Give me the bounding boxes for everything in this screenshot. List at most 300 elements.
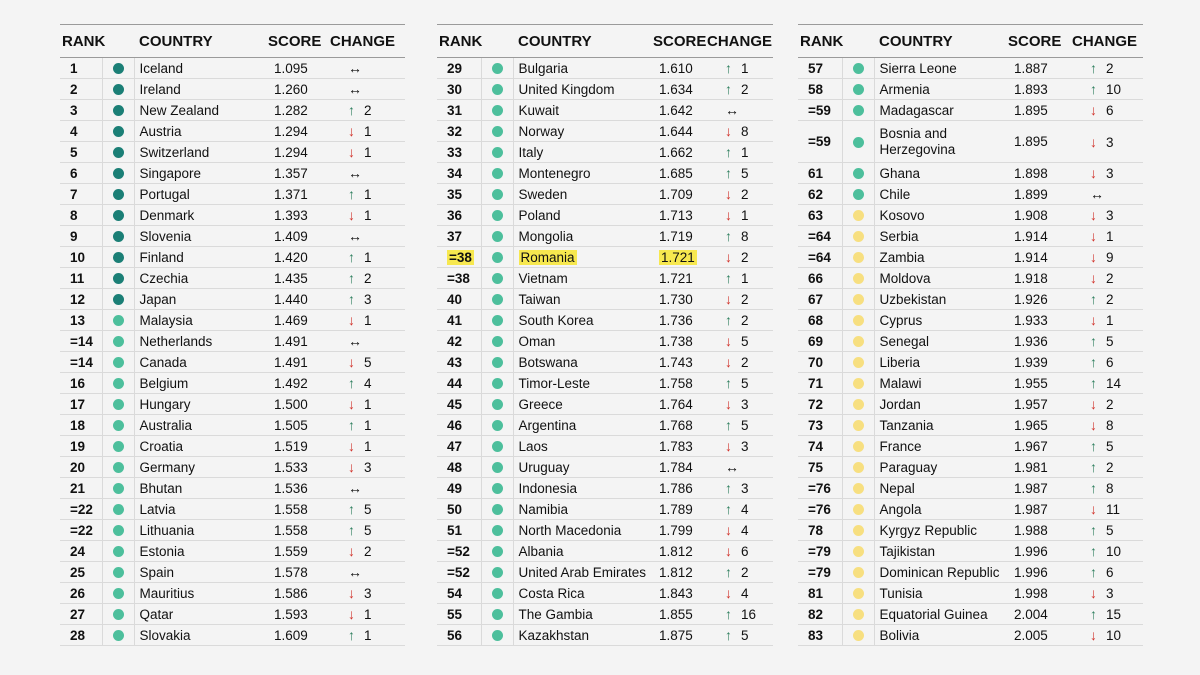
rank-cell — [798, 58, 842, 79]
country-cell — [874, 247, 1008, 268]
change-value: 3 — [364, 292, 372, 307]
country-name: New Zealand — [139, 102, 220, 118]
arrow-up-icon: ↑ — [348, 627, 355, 643]
country-cell — [134, 499, 268, 520]
country-name: Bolivia — [879, 627, 920, 643]
change-cell — [330, 625, 405, 646]
rank-cell — [798, 499, 842, 520]
country-cell — [874, 79, 1008, 100]
dot-cell — [842, 121, 874, 163]
country-cell — [874, 163, 1008, 184]
table-row — [437, 373, 773, 394]
score-value: 1.996 — [1014, 543, 1048, 559]
table-row — [437, 184, 773, 205]
dot-cell — [842, 226, 874, 247]
country-cell — [134, 562, 268, 583]
rank-cell — [798, 79, 842, 100]
change-value: 2 — [741, 313, 749, 328]
arrow-down-icon: ↓ — [1090, 207, 1097, 223]
status-dot — [492, 315, 503, 326]
rank-value: 6 — [70, 165, 78, 181]
table-row — [60, 247, 405, 268]
rank-value: 34 — [447, 165, 463, 181]
change-cell — [1072, 415, 1143, 436]
country-name: Argentina — [518, 417, 577, 433]
arrow-down-icon: ↓ — [725, 333, 732, 349]
status-dot — [113, 252, 124, 263]
change-cell — [1072, 310, 1143, 331]
dot-cell — [481, 562, 513, 583]
rank-cell — [60, 58, 102, 79]
arrow-up-icon: ↑ — [725, 627, 732, 643]
dot-cell — [481, 268, 513, 289]
change-cell — [330, 562, 405, 583]
country-cell — [874, 268, 1008, 289]
score-cell — [653, 415, 707, 436]
status-dot — [853, 231, 864, 242]
change-cell — [707, 373, 773, 394]
status-dot — [113, 630, 124, 641]
change-cell — [330, 184, 405, 205]
change-cell — [1072, 373, 1143, 394]
status-dot — [113, 588, 124, 599]
arrow-left-right-icon: ↔ — [1090, 186, 1104, 202]
table-row — [60, 604, 405, 625]
country-cell — [134, 415, 268, 436]
country-name: France — [879, 438, 922, 454]
change-cell — [707, 520, 773, 541]
status-dot — [492, 210, 503, 221]
score-value: 1.491 — [274, 333, 308, 349]
status-dot — [113, 546, 124, 557]
rank-value: =64 — [808, 249, 831, 265]
table-row — [798, 310, 1143, 331]
change-cell — [330, 478, 405, 499]
country-name: Equatorial Guinea — [879, 606, 988, 622]
score-header: SCORE — [1008, 25, 1072, 58]
change-value: 3 — [741, 397, 749, 412]
arrow-left-right-icon: ↔ — [348, 333, 362, 349]
score-cell — [653, 331, 707, 352]
country-cell — [874, 184, 1008, 205]
rank-cell — [60, 184, 102, 205]
change-cell — [707, 562, 773, 583]
table-row — [60, 58, 405, 79]
rank-value: 69 — [808, 333, 824, 349]
country-name: Costa Rica — [518, 585, 585, 601]
change-cell — [707, 394, 773, 415]
dot-cell — [102, 415, 134, 436]
country-cell — [874, 520, 1008, 541]
status-dot — [492, 126, 503, 137]
country-cell — [513, 247, 653, 268]
table-row — [798, 121, 1143, 163]
status-dot — [853, 137, 864, 148]
rank-cell — [437, 394, 481, 415]
country-name: United Arab Emirates — [518, 564, 647, 580]
table-row — [437, 121, 773, 142]
rank-value: 3 — [70, 102, 78, 118]
change-value: 5 — [1106, 439, 1114, 454]
change-cell — [707, 247, 773, 268]
score-value: 1.610 — [659, 60, 693, 76]
rank-value: 57 — [808, 60, 824, 76]
status-dot — [492, 63, 503, 74]
change-value: 2 — [1106, 61, 1114, 76]
score-cell — [1008, 583, 1072, 604]
rank-value: =14 — [70, 354, 93, 370]
score-cell — [268, 142, 330, 163]
score-cell — [268, 121, 330, 142]
change-value: 8 — [1106, 418, 1114, 433]
status-dot — [853, 273, 864, 284]
dot-cell — [842, 541, 874, 562]
status-dot — [492, 441, 503, 452]
change-value: 2 — [364, 103, 372, 118]
score-value: 1.926 — [1014, 291, 1048, 307]
score-value: 1.743 — [659, 354, 693, 370]
arrow-up-icon: ↑ — [348, 270, 355, 286]
country-cell — [874, 373, 1008, 394]
arrow-up-icon: ↑ — [348, 417, 355, 433]
country-name: Croatia — [139, 438, 184, 454]
rank-value: 74 — [808, 438, 824, 454]
country-cell — [134, 58, 268, 79]
country-cell — [134, 121, 268, 142]
score-cell — [268, 541, 330, 562]
table-row — [437, 58, 773, 79]
dot-cell — [481, 541, 513, 562]
rank-cell — [437, 520, 481, 541]
score-value: 1.491 — [274, 354, 308, 370]
country-name: Portugal — [139, 186, 190, 202]
change-value: 8 — [741, 124, 749, 139]
change-value: 5 — [741, 334, 749, 349]
country-cell — [134, 79, 268, 100]
table-row — [437, 415, 773, 436]
arrow-up-icon: ↑ — [725, 144, 732, 160]
score-cell — [653, 352, 707, 373]
rank-value: =14 — [70, 333, 93, 349]
country-name: Denmark — [139, 207, 195, 223]
rank-value: 26 — [70, 585, 86, 601]
change-value: 8 — [1106, 481, 1114, 496]
status-dot — [113, 525, 124, 536]
dot-cell — [102, 394, 134, 415]
country-cell — [513, 394, 653, 415]
arrow-down-icon: ↓ — [348, 543, 355, 559]
country-cell — [134, 373, 268, 394]
dot-cell — [481, 520, 513, 541]
change-cell — [330, 331, 405, 352]
dot-cell — [481, 247, 513, 268]
country-cell — [513, 142, 653, 163]
country-cell — [874, 562, 1008, 583]
score-cell — [653, 394, 707, 415]
table-row — [60, 121, 405, 142]
rank-cell — [437, 289, 481, 310]
score-value: 1.996 — [1014, 564, 1048, 580]
rank-cell — [798, 436, 842, 457]
table-row — [798, 415, 1143, 436]
rank-value: 33 — [447, 144, 463, 160]
status-dot — [853, 504, 864, 515]
country-cell — [874, 121, 1008, 163]
change-cell — [1072, 58, 1143, 79]
arrow-left-right-icon: ↔ — [348, 81, 362, 97]
change-value: 1 — [364, 418, 372, 433]
table-row — [437, 100, 773, 121]
country-name: Finland — [139, 249, 184, 265]
arrow-up-icon: ↑ — [725, 480, 732, 496]
change-value: 5 — [741, 166, 749, 181]
rank-cell — [798, 247, 842, 268]
rank-cell — [798, 205, 842, 226]
dot-cell — [102, 226, 134, 247]
arrow-left-right-icon: ↔ — [348, 564, 362, 580]
score-cell — [653, 163, 707, 184]
rank-cell — [60, 247, 102, 268]
dot-cell — [842, 625, 874, 646]
dot-cell — [102, 79, 134, 100]
arrow-down-icon: ↓ — [725, 291, 732, 307]
dot-cell — [842, 79, 874, 100]
country-cell — [513, 625, 653, 646]
score-cell — [268, 562, 330, 583]
dot-cell — [842, 604, 874, 625]
country-cell — [874, 625, 1008, 646]
dot-cell — [842, 394, 874, 415]
dot-header — [481, 25, 513, 58]
table-row — [437, 520, 773, 541]
rank-value: 40 — [447, 291, 463, 307]
score-cell — [268, 331, 330, 352]
table-row — [437, 394, 773, 415]
rank-value: =59 — [808, 134, 831, 149]
country-name: Malawi — [879, 375, 922, 391]
arrow-up-icon: ↑ — [1090, 543, 1097, 559]
score-value: 1.908 — [1014, 207, 1048, 223]
status-dot — [492, 294, 503, 305]
status-dot — [853, 63, 864, 74]
status-dot — [492, 399, 503, 410]
dot-cell — [842, 373, 874, 394]
score-value: 1.936 — [1014, 333, 1048, 349]
change-cell — [330, 604, 405, 625]
rank-cell — [798, 289, 842, 310]
dot-cell — [481, 394, 513, 415]
rank-value: 41 — [447, 312, 463, 328]
score-value: 1.988 — [1014, 522, 1048, 538]
rank-cell — [60, 100, 102, 121]
rank-cell — [60, 268, 102, 289]
table-row — [60, 205, 405, 226]
arrow-down-icon: ↓ — [1090, 102, 1097, 118]
change-cell — [330, 205, 405, 226]
country-cell — [874, 394, 1008, 415]
rank-cell — [437, 415, 481, 436]
country-cell — [134, 394, 268, 415]
status-dot — [113, 168, 124, 179]
change-cell — [1072, 331, 1143, 352]
arrow-up-icon: ↑ — [725, 564, 732, 580]
country-cell — [134, 457, 268, 478]
table-row — [437, 331, 773, 352]
arrow-up-icon: ↑ — [1090, 291, 1097, 307]
rank-value: 1 — [70, 60, 78, 76]
change-value: 1 — [364, 250, 372, 265]
country-name: Australia — [139, 417, 193, 433]
arrow-down-icon: ↓ — [348, 585, 355, 601]
score-cell — [653, 520, 707, 541]
change-cell — [707, 436, 773, 457]
score-cell — [653, 100, 707, 121]
rank-value: 66 — [808, 270, 824, 286]
table-row — [798, 247, 1143, 268]
table-row — [437, 205, 773, 226]
score-value: 1.758 — [659, 375, 693, 391]
table-row — [60, 79, 405, 100]
rank-value: 82 — [808, 606, 824, 622]
status-dot — [492, 567, 503, 578]
rank-value: =52 — [447, 543, 470, 559]
table-row — [60, 331, 405, 352]
score-value: 1.095 — [274, 60, 308, 76]
country-cell — [134, 331, 268, 352]
rank-cell — [60, 478, 102, 499]
score-cell — [1008, 541, 1072, 562]
arrow-up-icon: ↑ — [725, 228, 732, 244]
score-value: 1.662 — [659, 144, 693, 160]
score-value: 1.768 — [659, 417, 693, 433]
rank-cell — [798, 163, 842, 184]
score-cell — [653, 457, 707, 478]
rank-value: 50 — [447, 501, 463, 517]
dot-cell — [102, 520, 134, 541]
arrow-up-icon: ↑ — [1090, 480, 1097, 496]
rank-cell — [798, 457, 842, 478]
rank-value: 2 — [70, 81, 78, 97]
score-cell — [1008, 604, 1072, 625]
country-name: Germany — [139, 459, 196, 475]
arrow-down-icon: ↓ — [1090, 249, 1097, 265]
score-value: 1.282 — [274, 102, 308, 118]
score-value: 2.004 — [1014, 606, 1048, 622]
rank-cell — [798, 394, 842, 415]
table-row — [60, 457, 405, 478]
dot-cell — [102, 142, 134, 163]
score-cell — [268, 373, 330, 394]
score-value: 1.721 — [659, 270, 693, 286]
change-value: 5 — [1106, 523, 1114, 538]
table-row — [60, 541, 405, 562]
rank-value: 37 — [447, 228, 463, 244]
score-cell — [268, 226, 330, 247]
status-dot — [853, 399, 864, 410]
rank-value: 19 — [70, 438, 86, 454]
rank-cell — [437, 352, 481, 373]
rank-value: 30 — [447, 81, 463, 97]
rank-value: =79 — [808, 564, 831, 580]
change-cell — [1072, 604, 1143, 625]
change-cell — [330, 436, 405, 457]
score-value: 1.586 — [274, 585, 308, 601]
table-row — [437, 79, 773, 100]
country-cell — [513, 604, 653, 625]
country-cell — [134, 247, 268, 268]
rank-header: RANK — [60, 25, 102, 58]
dot-cell — [842, 310, 874, 331]
dot-cell — [481, 184, 513, 205]
country-name: Norway — [518, 123, 565, 139]
dot-cell — [481, 79, 513, 100]
rank-cell — [437, 79, 481, 100]
status-dot — [492, 147, 503, 158]
rank-value: 18 — [70, 417, 86, 433]
arrow-down-icon: ↓ — [348, 123, 355, 139]
status-dot — [853, 588, 864, 599]
change-cell — [330, 583, 405, 604]
country-cell — [513, 79, 653, 100]
arrow-up-icon: ↑ — [725, 312, 732, 328]
rank-value: 68 — [808, 312, 824, 328]
arrow-up-icon: ↑ — [1090, 438, 1097, 454]
change-header: CHANGE — [330, 25, 405, 58]
change-cell — [330, 310, 405, 331]
status-dot — [853, 609, 864, 620]
change-value: 5 — [741, 628, 749, 643]
country-name: Poland — [518, 207, 561, 223]
change-value: 1 — [1106, 229, 1114, 244]
score-value: 1.987 — [1014, 501, 1048, 517]
status-dot — [492, 378, 503, 389]
table-row — [437, 226, 773, 247]
rank-cell — [60, 226, 102, 247]
table-row — [437, 247, 773, 268]
country-name: Kazakhstan — [518, 627, 590, 643]
status-dot — [113, 231, 124, 242]
score-value: 1.955 — [1014, 375, 1048, 391]
change-value: 1 — [741, 271, 749, 286]
rank-cell — [437, 604, 481, 625]
table-row — [60, 163, 405, 184]
country-name: Sweden — [518, 186, 568, 202]
score-value: 1.799 — [659, 522, 693, 538]
change-cell — [1072, 247, 1143, 268]
rank-cell — [60, 163, 102, 184]
rank-value: 81 — [808, 585, 824, 601]
score-value: 1.393 — [274, 207, 308, 223]
rank-value: 25 — [70, 564, 86, 580]
score-cell — [268, 583, 330, 604]
rank-value: 13 — [70, 312, 86, 328]
rank-value: 72 — [808, 396, 824, 412]
table-row — [60, 583, 405, 604]
country-name: Nepal — [879, 480, 915, 496]
country-cell — [874, 415, 1008, 436]
change-cell — [707, 499, 773, 520]
change-value: 3 — [741, 439, 749, 454]
rank-cell — [437, 58, 481, 79]
country-name: Taiwan — [518, 291, 561, 307]
table-row — [437, 478, 773, 499]
status-dot — [113, 420, 124, 431]
dot-cell — [481, 373, 513, 394]
country-cell — [874, 583, 1008, 604]
change-cell — [330, 520, 405, 541]
dot-cell — [842, 352, 874, 373]
rank-cell — [60, 331, 102, 352]
